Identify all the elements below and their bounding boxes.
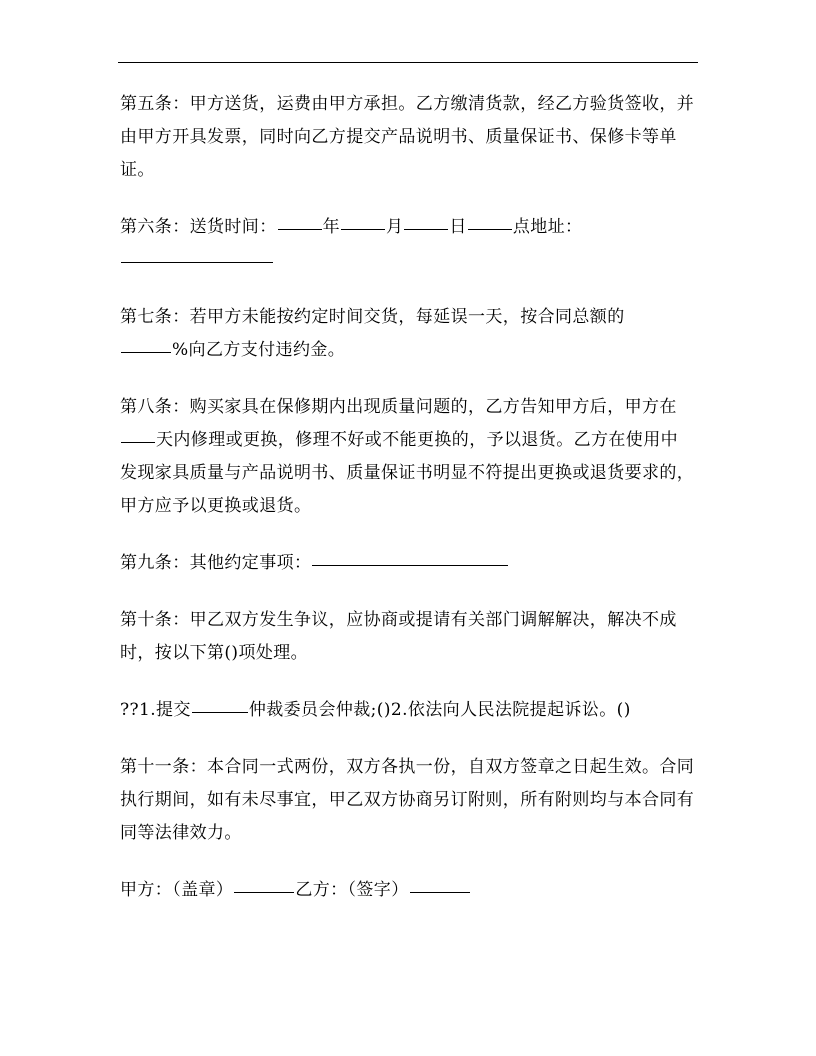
month-label: 月 (386, 217, 404, 237)
other-terms-blank[interactable] (312, 564, 508, 566)
article-11-text: 第十一条：本合同一式两份，双方各执一份，自双方签章之日起生效。合同执行期间，如有未尽事宜，甲乙双方协商另订附则，所有附则均与本合同有同等法律效力。 (120, 757, 695, 843)
article-8 (120, 391, 695, 523)
article-7 (120, 301, 695, 367)
day-label: 日 (449, 217, 467, 237)
article-11 (120, 751, 695, 850)
article-6-prefix: 第六条：送货时间： (120, 217, 277, 237)
option-1-text: ??1.提交 (120, 700, 191, 720)
day-blank[interactable] (404, 228, 448, 230)
party-b-label: 乙方：（签字） (295, 880, 409, 900)
penalty-percent-blank[interactable] (121, 351, 171, 353)
article-5-text: 第五条：甲方送货，运费由甲方承担。乙方缴清货款，经乙方验货签收，并由甲方开具发票，同时向乙方提交产品说明书、质量保证书、保修卡等单证。 (120, 94, 695, 180)
option-2-text: 仲裁委员会仲裁;()2.依法向人民法院提起诉讼。() (248, 700, 631, 720)
article-10 (120, 604, 695, 670)
year-label: 年 (322, 217, 341, 237)
year-blank[interactable] (278, 228, 322, 230)
repair-days-blank[interactable] (121, 441, 155, 443)
address-blank[interactable] (121, 261, 273, 263)
header-rule (118, 62, 698, 63)
article-6 (120, 211, 695, 277)
article-10-text: 第十条：甲乙双方发生争议，应协商或提请有关部门调解解决，解决不成时，按以下第()项处理。 (120, 610, 677, 663)
signature-line (120, 874, 695, 907)
hour-blank[interactable] (468, 228, 512, 230)
article-9-prefix: 第九条：其他约定事项： (120, 553, 312, 573)
party-a-seal-blank[interactable] (234, 891, 294, 893)
contract-page (120, 88, 695, 931)
article-8-text: 第八条：购买家具在保修期内出现质量问题的，乙方告知甲方后，甲方在 (120, 397, 677, 417)
article-9 (120, 547, 695, 580)
party-b-sign-blank[interactable] (410, 891, 470, 893)
arbitration-blank[interactable] (192, 711, 248, 713)
address-label: 点地址： (512, 217, 583, 237)
dispute-options (120, 694, 695, 727)
party-a-label: 甲方：（盖章） (120, 880, 234, 900)
article-8-text-2: 天内修理或更换，修理不好或不能更换的，予以退货。乙方在使用中发现家具质量与产品说明书、质量保证书明显不符提出更换或退货要求的，甲方应予以更换或退货。 (120, 430, 695, 516)
article-7-text-2: %向乙方支付违约金。 (172, 340, 346, 360)
month-blank[interactable] (341, 228, 385, 230)
article-5 (120, 88, 695, 187)
article-7-text: 第七条：若甲方未能按约定时间交货，每延误一天，按合同总额的 (120, 307, 625, 327)
